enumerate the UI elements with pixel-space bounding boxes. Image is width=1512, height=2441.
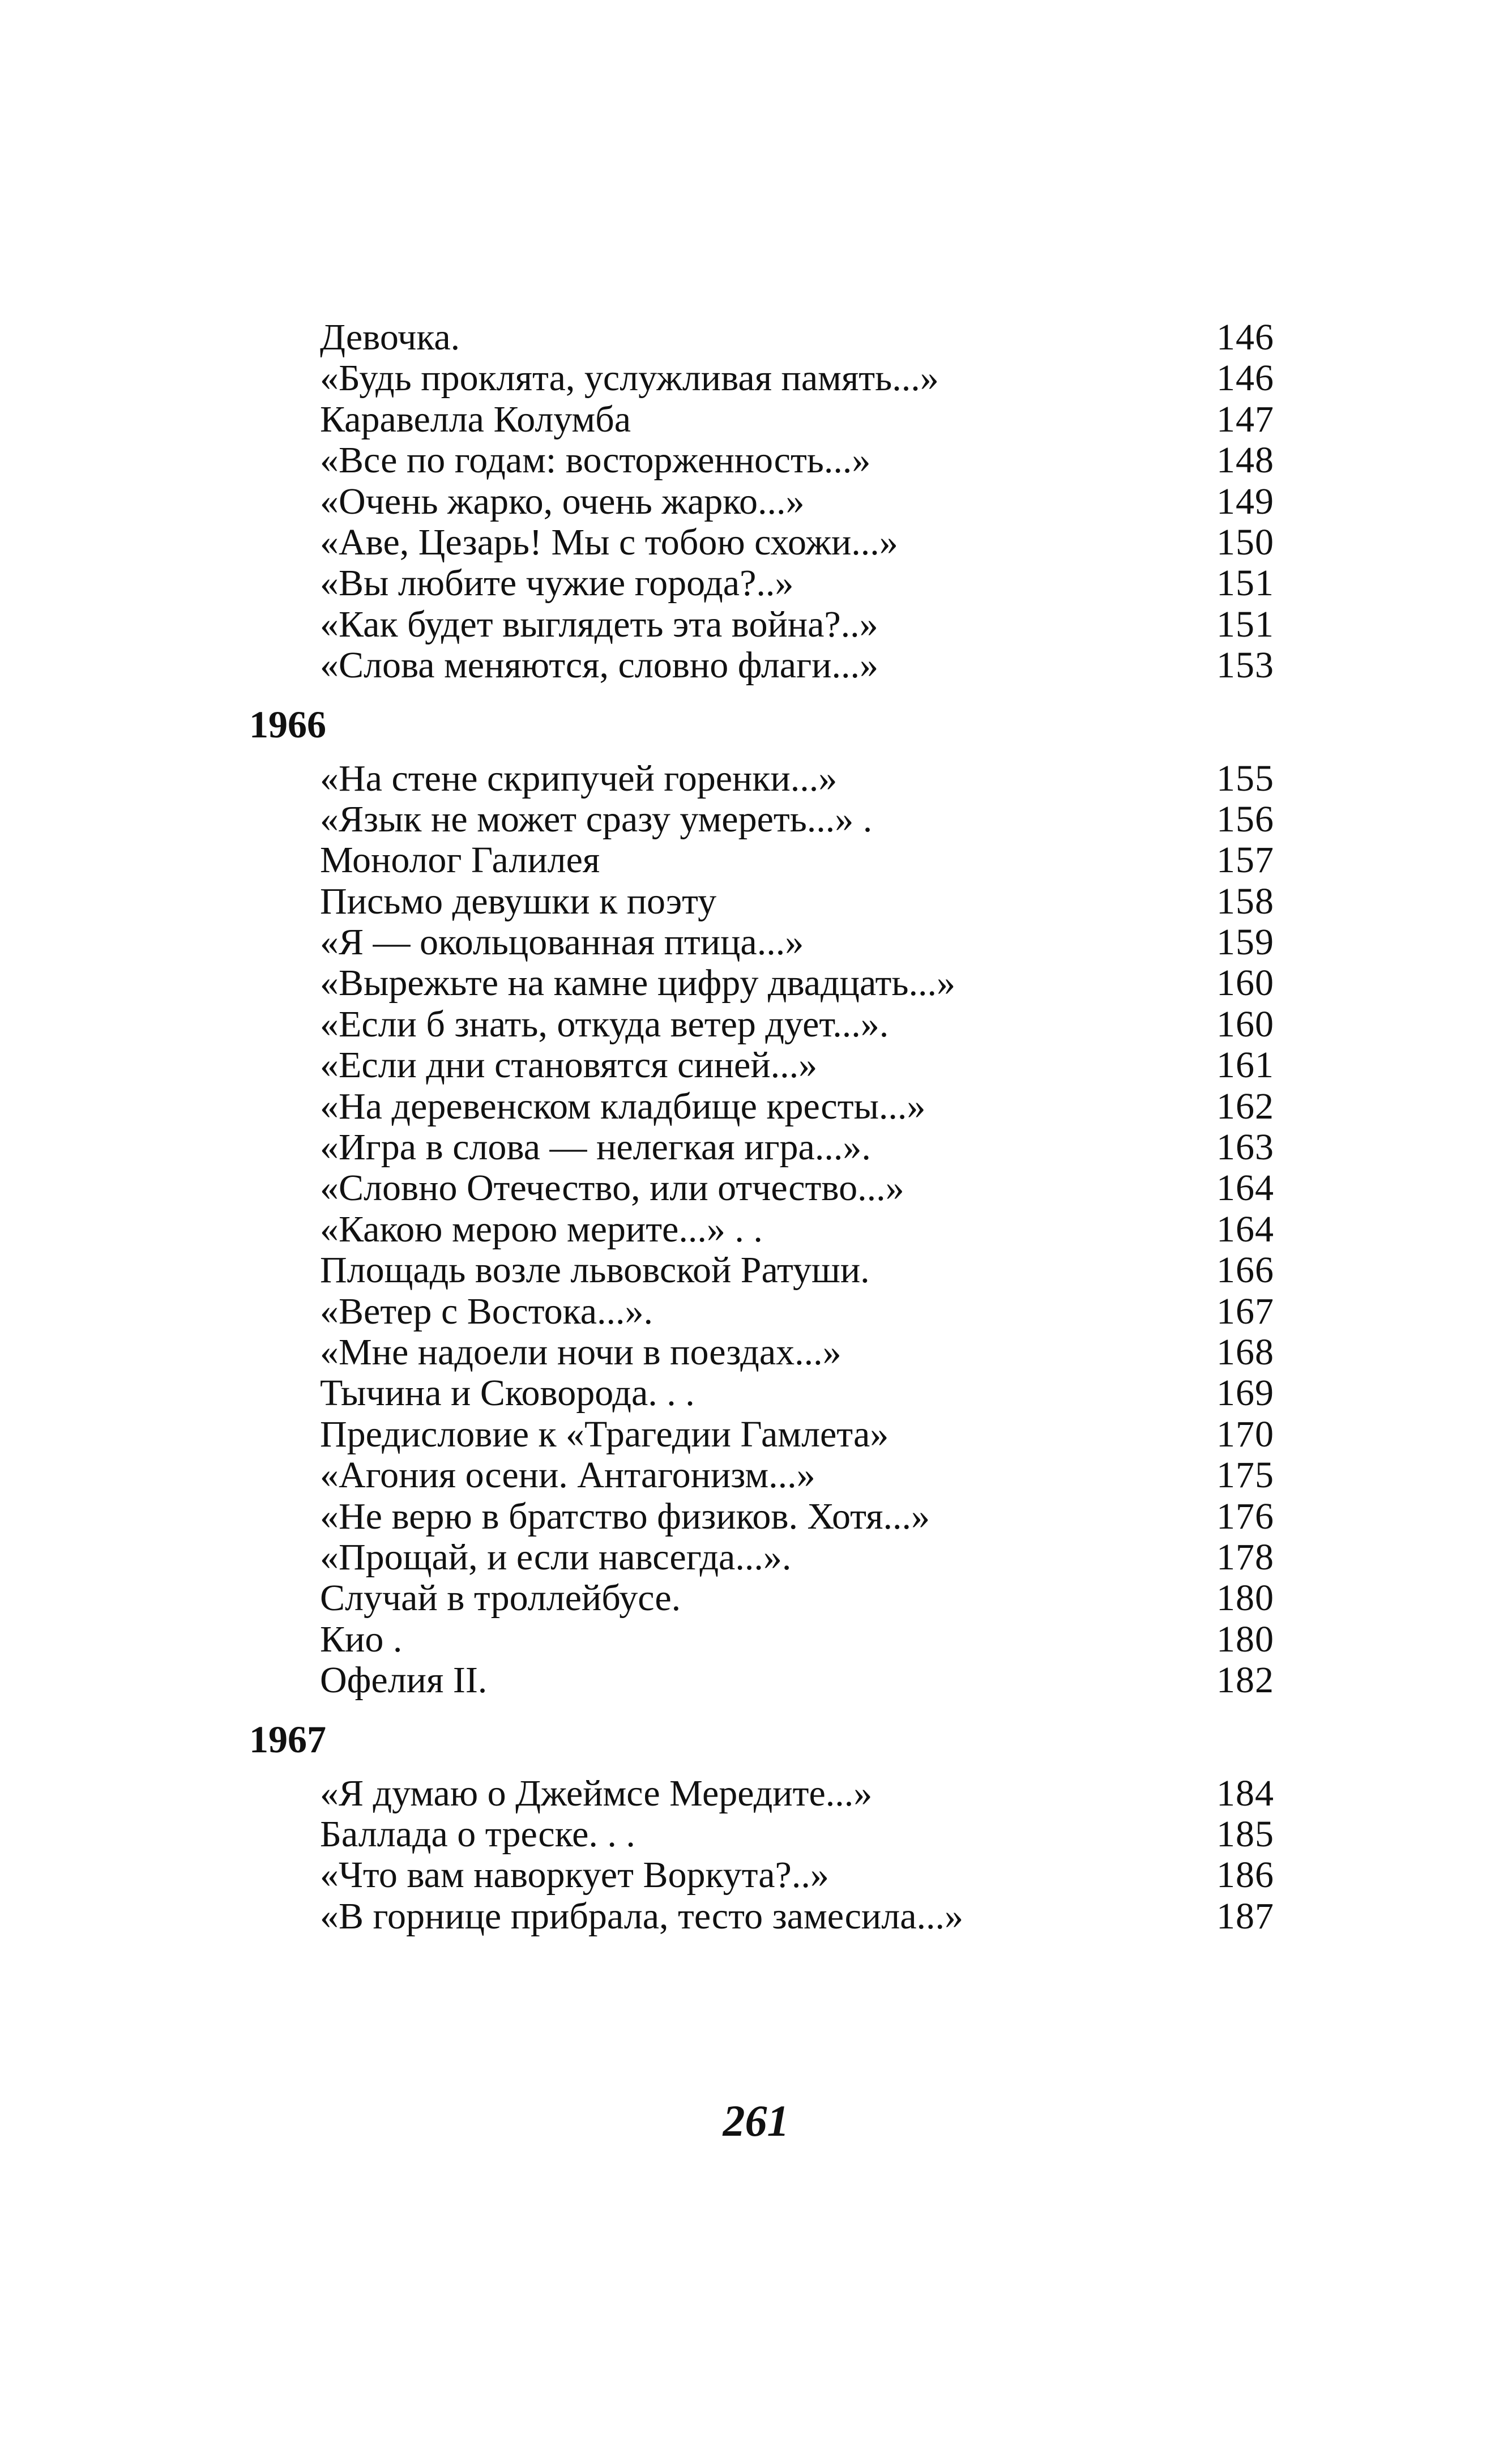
- year-heading: 1966: [249, 702, 326, 746]
- toc-entry: [249, 881, 1274, 922]
- entry-page: 187: [1216, 1895, 1274, 1937]
- entry-page: 146: [1216, 357, 1274, 399]
- toc-entry: [249, 604, 1274, 645]
- entry-page: 175: [1216, 1454, 1274, 1496]
- entry-page: 164: [1216, 1167, 1274, 1209]
- entry-title: «Что вам наворкует Воркута?..»: [320, 1854, 829, 1896]
- toc-entry: [249, 522, 1274, 563]
- entry-title: «Очень жарко, очень жарко...»: [320, 480, 805, 522]
- entry-title: Девочка.: [320, 317, 460, 358]
- entry-title: «Я — окольцованная птица...»: [320, 921, 804, 963]
- entry-title: «Как будет выглядеть эта война?..»: [320, 603, 878, 645]
- entry-title: Письмо девушки к поэту: [320, 880, 717, 922]
- toc-entry: [249, 1291, 1274, 1332]
- toc-entry: [249, 1855, 1274, 1896]
- toc-entry: [249, 399, 1274, 440]
- toc-section-1967: [249, 1713, 1274, 1938]
- entry-title: «Будь проклята, услужливая память...»: [320, 357, 939, 399]
- entry-page: 178: [1216, 1536, 1274, 1578]
- entry-title: «Вырежьте на камне цифру двадцать...»: [320, 962, 955, 1004]
- entry-title: «В горнице прибрала, тесто замесила...»: [320, 1895, 963, 1937]
- toc-entry: [249, 1209, 1274, 1250]
- entry-page: 155: [1216, 757, 1274, 799]
- entry-page: 169: [1216, 1372, 1274, 1414]
- entry-title: «Все по годам: восторженность...»: [320, 439, 871, 481]
- entry-page: 162: [1216, 1085, 1274, 1127]
- toc-entry: [249, 1414, 1274, 1455]
- entry-title: «Не верю в братство физиков. Хотя...»: [320, 1495, 930, 1537]
- page-number: 261: [723, 2096, 789, 2145]
- toc-entry: [249, 1773, 1274, 1814]
- entry-page: 156: [1216, 798, 1274, 840]
- entry-title: «Язык не может сразу умереть...» .: [320, 798, 873, 840]
- entry-page: 153: [1216, 645, 1274, 686]
- entry-page: 148: [1216, 439, 1274, 481]
- entry-page: 146: [1216, 317, 1274, 358]
- entry-title: «На деревенском кладбище кресты...»: [320, 1085, 926, 1127]
- entry-title: «На стене скрипучей горенки...»: [320, 757, 838, 799]
- entry-title: Каравелла Колумба: [320, 398, 631, 440]
- entry-title: Случай в троллейбусе.: [320, 1577, 681, 1619]
- entry-title: Баллада о треске. . .: [320, 1813, 635, 1855]
- entry-title: Офелия II.: [320, 1659, 488, 1701]
- toc-entry: [249, 1537, 1274, 1578]
- entry-title: «Словно Отечество, или отчество...»: [320, 1167, 904, 1209]
- entry-page: 159: [1216, 921, 1274, 963]
- entry-page: 158: [1216, 880, 1274, 922]
- toc-entry: [249, 1896, 1274, 1937]
- entry-page: 182: [1216, 1659, 1274, 1701]
- toc-entry: [249, 1086, 1274, 1127]
- entry-title: «Аве, Цезарь! Мы с тобою схожи...»: [320, 521, 898, 563]
- entry-page: 180: [1216, 1618, 1274, 1660]
- entry-page: 161: [1216, 1044, 1274, 1086]
- entry-title: Предисловие к «Трагедии Гамлета»: [320, 1413, 889, 1455]
- entry-title: «Мне надоели ночи в поездах...»: [320, 1331, 842, 1373]
- entry-page: 184: [1216, 1772, 1274, 1814]
- entry-page: 167: [1216, 1290, 1274, 1332]
- entry-title: «Вы любите чужие города?..»: [320, 562, 794, 604]
- entry-page: 163: [1216, 1126, 1274, 1168]
- entry-title: Кио .: [320, 1618, 403, 1660]
- toc-entry: [249, 922, 1274, 963]
- entry-title: «Агония осени. Антагонизм...»: [320, 1454, 815, 1496]
- toc-section-1965: [249, 317, 1274, 686]
- toc-entry: [249, 1332, 1274, 1373]
- toc-entry: [249, 440, 1274, 481]
- entry-page: 176: [1216, 1495, 1274, 1537]
- toc-entry: [249, 1004, 1274, 1045]
- entry-page: 157: [1216, 839, 1274, 881]
- entry-title: «Какою мерою мерите...» . .: [320, 1208, 763, 1250]
- entry-page: 151: [1216, 603, 1274, 645]
- entry-page: 164: [1216, 1208, 1274, 1250]
- entry-page: 186: [1216, 1854, 1274, 1896]
- toc-entry: [249, 1045, 1274, 1086]
- toc-entry: [249, 358, 1274, 399]
- entry-page: 151: [1216, 562, 1274, 604]
- entry-page: 180: [1216, 1577, 1274, 1619]
- toc-entry: [249, 1127, 1274, 1168]
- entry-title: «Если дни становятся синей...»: [320, 1044, 818, 1086]
- entry-page: 168: [1216, 1331, 1274, 1373]
- toc-section-1966: [249, 698, 1274, 1701]
- toc-entry: [249, 1168, 1274, 1209]
- entry-page: 185: [1216, 1813, 1274, 1855]
- toc-entry: [249, 799, 1274, 840]
- toc-entry: [249, 1496, 1274, 1537]
- toc-entry: [249, 1373, 1274, 1414]
- entry-page: 170: [1216, 1413, 1274, 1455]
- toc-entry: [249, 1250, 1274, 1291]
- entry-page: 160: [1216, 1003, 1274, 1045]
- entry-title: Монолог Галилея: [320, 839, 600, 881]
- entry-page: 160: [1216, 962, 1274, 1004]
- toc-entry: [249, 840, 1274, 881]
- toc-entry: [249, 563, 1274, 604]
- toc-entry: [249, 1660, 1274, 1701]
- toc-entry: [249, 758, 1274, 799]
- toc-entry: [249, 1619, 1274, 1660]
- entry-page: 166: [1216, 1249, 1274, 1291]
- entry-title: Тычина и Сковорода. . .: [320, 1372, 695, 1414]
- entry-title: «Я думаю о Джеймсе Мередите...»: [320, 1772, 873, 1814]
- entry-title: «Ветер с Востока...».: [320, 1290, 654, 1332]
- entry-page: 150: [1216, 521, 1274, 563]
- toc-entry: [249, 1814, 1274, 1855]
- toc-entry: [249, 645, 1274, 686]
- entry-title: «Прощай, и если навсегда...».: [320, 1536, 792, 1578]
- toc-entry: [249, 1455, 1274, 1496]
- toc-entry: [249, 481, 1274, 522]
- entry-title: Площадь возле львовской Ратуши.: [320, 1249, 870, 1291]
- year-heading: 1967: [249, 1717, 326, 1761]
- table-of-contents: [249, 317, 1274, 1937]
- entry-page: 147: [1216, 398, 1274, 440]
- toc-entry: [249, 317, 1274, 358]
- entry-title: «Слова меняются, словно флаги...»: [320, 645, 878, 686]
- entry-page: 149: [1216, 480, 1274, 522]
- entry-title: «Игра в слова — нелегкая игра...».: [320, 1126, 871, 1168]
- toc-entry: [249, 963, 1274, 1004]
- toc-entry: [249, 1578, 1274, 1619]
- entry-title: «Если б знать, откуда ветер дует...».: [320, 1003, 889, 1045]
